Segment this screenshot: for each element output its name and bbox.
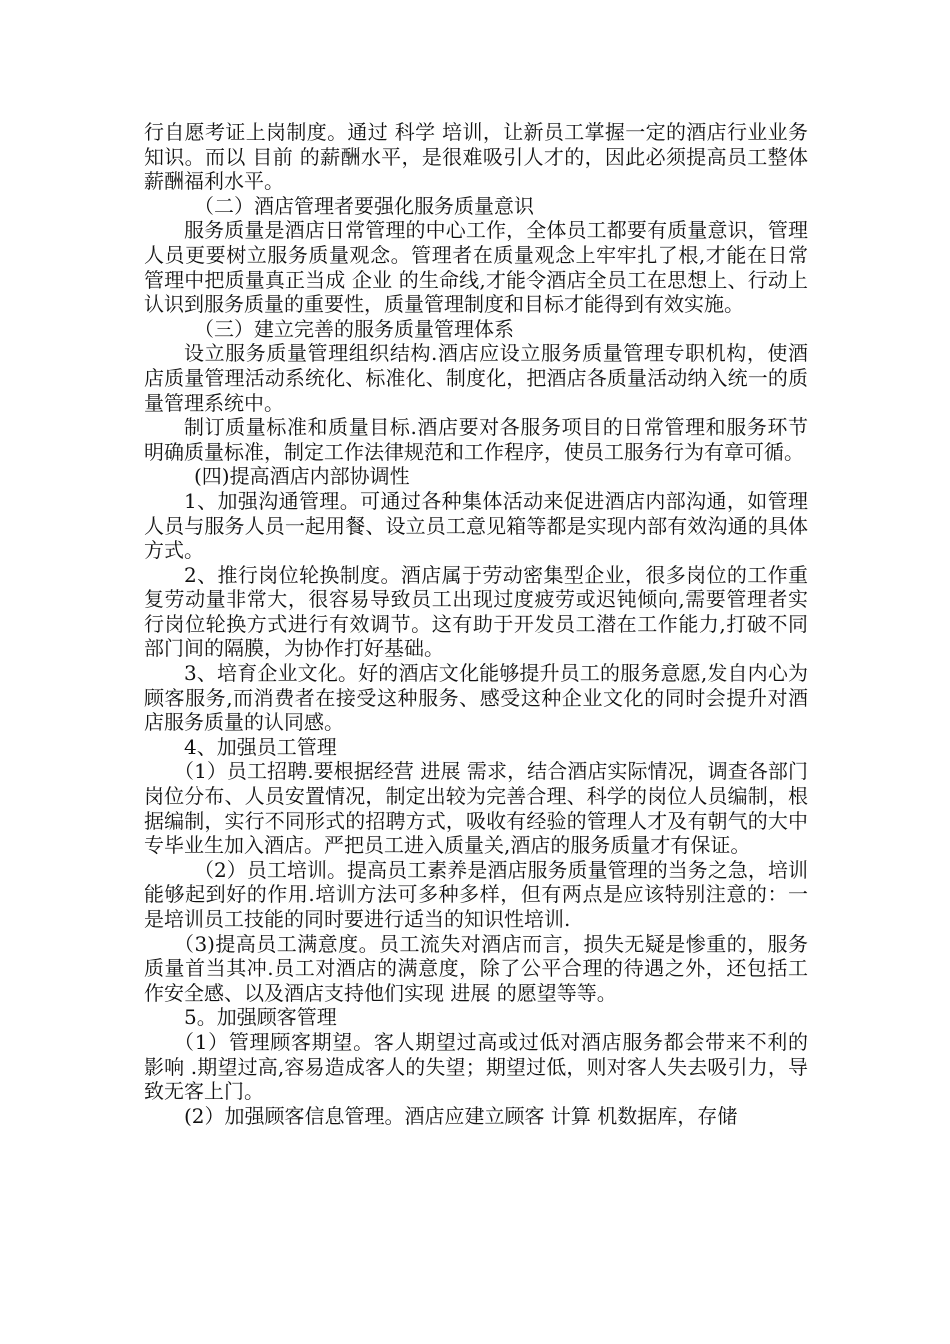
paragraph: （1）员工招聘.要根据经营 进展 需求，结合酒店实际情况，调查各部门岗位分布、人员安置情况，制定出较为完善合理、科学的岗位人员编制，根据编制，实行不同形式的招聘方式，吸收有经验的管理人才及有朝气的大中专毕业生加入酒店。严把员工进入质量关,酒店的服务质量才有保证。 bbox=[144, 759, 808, 858]
subheading: 5。加强顾客管理 bbox=[184, 1005, 337, 1030]
subheading: 4、加强员工管理 bbox=[184, 734, 337, 759]
document-body bbox=[144, 120, 808, 1128]
paragraph-intro: 行自愿考证上岗制度。通过 科学 培训，让新员工掌握一定的酒店行业业务知识。而以 目前 的薪酬水平，是很难吸引人才的，因此必须提高员工整体薪酬福利水平。 bbox=[144, 120, 808, 194]
section-heading-3: （三）建立完善的服务质量管理体系 bbox=[194, 316, 514, 341]
paragraph: 服务质量是酒店日常管理的中心工作，全体员工都要有质量意识，管理人员更要树立服务质量观念。管理者在质量观念上牢牢扎了根,才能在日常管理中把质量真正当成 企业 的生命线,才能令酒店全员工在思想上、行动上认识到服务质量的重要性，质量管理制度和目标才能得到有效实施。 bbox=[144, 218, 808, 317]
paragraph: （3)提高员工满意度。员工流失对酒店而言，损失无疑是惨重的，服务质量首当其冲.员工对酒店的满意度，除了公平合理的待遇之外，还包括工作安全感、以及酒店支持他们实现 进展 的愿望等等。 bbox=[144, 931, 808, 1005]
section-heading-4: (四)提高酒店内部协调性 bbox=[194, 464, 410, 489]
paragraph: 2、推行岗位轮换制度。酒店属于劳动密集型企业，很多岗位的工作重复劳动量非常大，很容易导致员工出现过度疲劳或迟钝倾向,需要管理者实行岗位轮换方式进行有效调节。这有助于开发员工潜在工作能力,打破不同部门间的隔膜，为协作打好基础。 bbox=[144, 562, 808, 661]
paragraph: 设立服务质量管理组织结构.酒店应设立服务质量管理专职机构，使酒店质量管理活动系统化、标准化、制度化，把酒店各质量活动纳入统一的质量管理系统中。 bbox=[144, 341, 808, 415]
paragraph: 3、培育企业文化。好的酒店文化能够提升员工的服务意愿,发自内心为顾客服务,而消费者在接受这种服务、感受这种企业文化的同时会提升对酒店服务质量的认同感。 bbox=[144, 661, 808, 735]
paragraph: 制订质量标准和质量目标.酒店要对各服务项目的日常管理和服务环节明确质量标准，制定工作法律规范和工作程序，使员工服务行为有章可循。 bbox=[144, 415, 808, 464]
section-heading-2: （二）酒店管理者要强化服务质量意识 bbox=[194, 193, 534, 218]
paragraph: （2）员工培训。提高员工素养是酒店服务质量管理的当务之急，培训能够起到好的作用.培训方法可多种多样，但有两点是应该特别注意的：一是培训员工技能的同时要进行适当的知识性培训. bbox=[144, 857, 808, 931]
paragraph: （1）管理顾客期望。客人期望过高或过低对酒店服务都会带来不利的 影响 .期望过高,容易造成客人的失望；期望过低，则对客人失去吸引力，导致无客上门。 bbox=[144, 1029, 808, 1104]
paragraph: (2）加强顾客信息管理。酒店应建立顾客 计算 机数据库，存储 bbox=[184, 1103, 738, 1128]
paragraph: 1、加强沟通管理。可通过各种集体活动来促进酒店内部沟通，如管理人员与服务人员一起用餐、设立员工意见箱等都是实现内部有效沟通的具体方式。 bbox=[144, 488, 808, 563]
